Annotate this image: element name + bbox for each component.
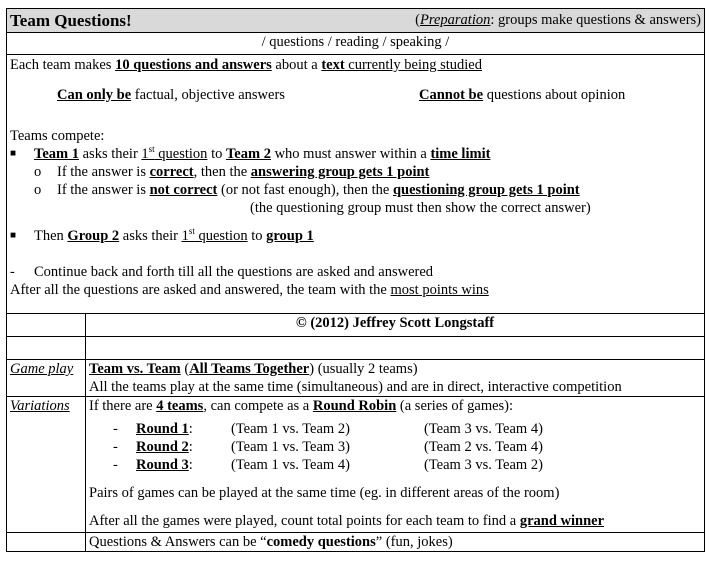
game-play-desc: All the teams play at the same time (simultaneous) and are in direct, interactive competition [89,379,622,395]
can-only-be: Can only be factual, objective answers [57,87,285,103]
teams-compete-label: Teams compete: [10,128,105,144]
header-row [7,9,705,33]
square-bullet-icon: ■ [10,148,17,159]
round-row: - Round 1: (Team 1 vs. Team 2) (Team 3 vs. Team 4) [113,421,543,437]
dash-bullet-icon: - [113,439,118,455]
dash-bullet-icon: - [113,457,118,473]
activity-table [6,8,705,552]
answer-constraints [10,74,701,104]
empty-label-cell [7,314,86,337]
pairs-note: Pairs of games can be played at the same time (eg. in different areas of the room) [89,485,560,501]
variations-intro: If there are 4 teams, can compete as a Round Robin (a series of games): [89,398,514,414]
skills-subtitle: / questions / reading / speaking / [7,33,705,55]
game-play-title: Team vs. Team (All Teams Together) (usually 2 teams) [89,361,418,377]
dash-bullet-icon: - [10,264,15,280]
sub-bullet-not-correct: o If the answer is not correct (or not fast enough), then the questioning group gets 1 point [34,182,580,198]
empty-cell [86,337,705,360]
winner-line: After all the questions are asked and answered, the team with the most points wins [10,282,489,298]
copyright: © (2012) Jeffrey Scott Longstaff [86,314,705,337]
round-row: - Round 3: (Team 1 vs. Team 4) (Team 3 vs. Team 2) [113,457,543,473]
game-play-label: Game play [7,360,86,397]
bullet-team1: ■ Team 1 asks their 1st question to Team 2 who must answer within a time limit [10,144,491,162]
empty-label-cell [7,533,86,552]
game-play-cell [86,360,705,397]
variations-label: Variations [7,397,86,533]
preparation-label: Preparation [420,12,491,28]
circle-bullet-icon: o [34,182,42,198]
rules-intro: Each team makes 10 questions and answers about a text currently being studied [10,57,482,73]
empty-cell [7,337,86,360]
circle-bullet-icon: o [34,164,42,180]
cannot-be: Cannot be questions about opinion [419,87,626,103]
preparation-note: (Preparation: groups make questions & answers) [415,12,701,28]
continue-line: - Continue back and forth till all the questions are asked and answered [10,264,434,280]
sub-bullet-correct: o If the answer is correct, then the answering group gets 1 point [34,164,430,180]
square-bullet-icon: ■ [10,230,17,241]
bullet-group2: ■ Then Group 2 asks their 1st question to group 1 [10,226,314,244]
comedy-note: Questions & Answers can be “comedy questions” (fun, jokes) [86,533,705,552]
variations-cell [86,397,705,533]
page-title: Team Questions! [10,11,132,30]
questioning-note: (the questioning group must then show the correct answer) [250,200,591,216]
dash-bullet-icon: - [113,421,118,437]
grand-winner-note: After all the games were played, count total points for each team to find a grand winner [89,513,605,529]
rules-section [7,55,705,314]
round-row: - Round 2: (Team 1 vs. Team 3) (Team 2 vs. Team 4) [113,439,543,455]
